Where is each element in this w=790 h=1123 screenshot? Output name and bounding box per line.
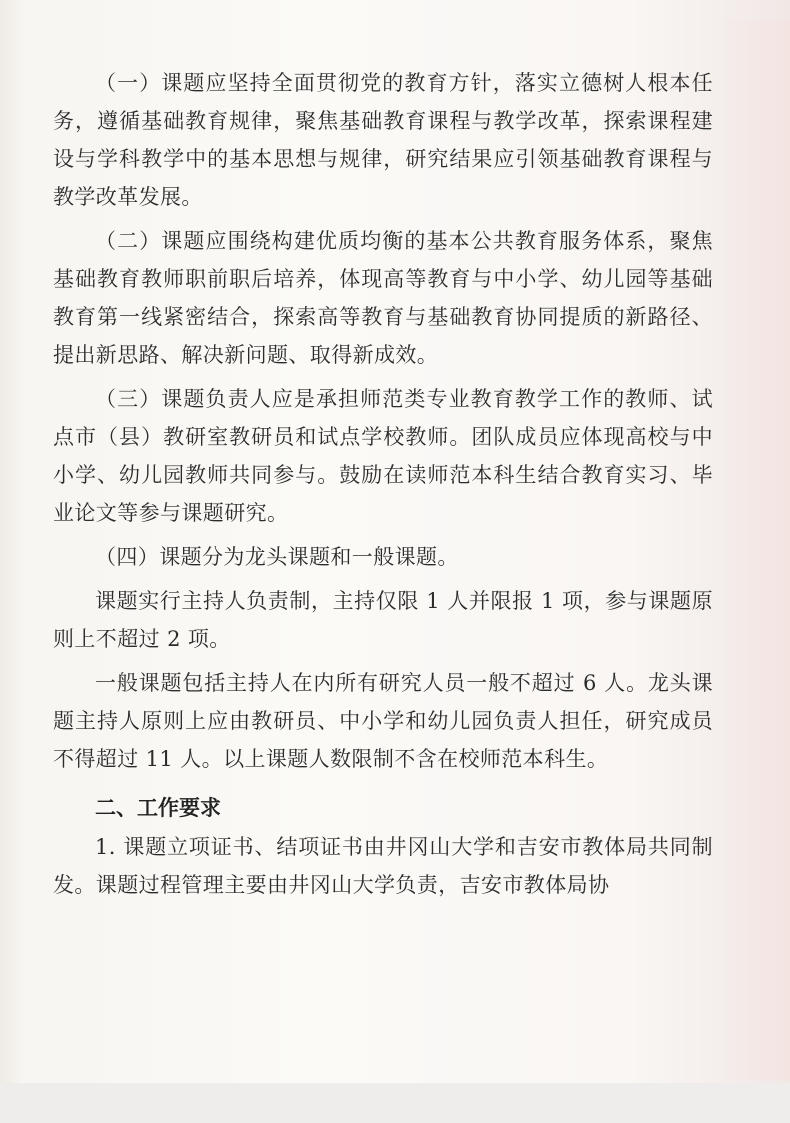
document-body: [53, 64, 713, 904]
paragraph-5: 课题实行主持人负责制，主持仅限 1 人并限报 1 项，参与课题原则上不超过 2 项。: [53, 589, 713, 651]
paper-left-shadow: [0, 0, 22, 1123]
paragraph-6: 一般课题包括主持人在内所有研究人员一般不超过 6 人。龙头课题主持人原则上应由教研员、中小学和幼儿园负责人担任，研究成员不得超过 11 人。以上课题人数限制不含在校师范本科生。: [53, 671, 713, 771]
paragraph-2: （二）课题应围绕构建优质均衡的基本公共教育服务体系，聚焦基础教育教师职前职后培养，体现高等教育与中小学、幼儿园等基础教育第一线紧密结合，探索高等教育与基础教育协同提质的新路径、提出新思路、解决新问题、取得新成效。: [53, 229, 713, 367]
section-heading: 二、工作要求: [95, 796, 221, 820]
paragraph-4: （四）课题分为龙头课题和一般课题。: [95, 545, 459, 569]
paper-right-tint: [720, 20, 790, 1080]
paragraph-7: 1. 课题立项证书、结项证书由井冈山大学和吉安市教体局共同制发。课题过程管理主要由井冈山大学负责，吉安市教体局协: [53, 835, 713, 897]
page-bottom-margin: [0, 1083, 790, 1123]
paragraph-3: （三）课题负责人应是承担师范类专业教育教学工作的教师、试点市（县）教研室教研员和试点学校教师。团队成员应体现高校与中小学、幼儿园教师共同参与。鼓励在读师范本科生结合教育实习、毕业论文等参与课题研究。: [53, 387, 713, 525]
paragraph-1: （一）课题应坚持全面贯彻党的教育方针，落实立德树人根本任务，遵循基础教育规律，聚焦基础教育课程与教学改革，探索课程建设与学科教学中的基本思想与规律，研究结果应引领基础教育课程与教学改革发展。: [53, 71, 713, 209]
